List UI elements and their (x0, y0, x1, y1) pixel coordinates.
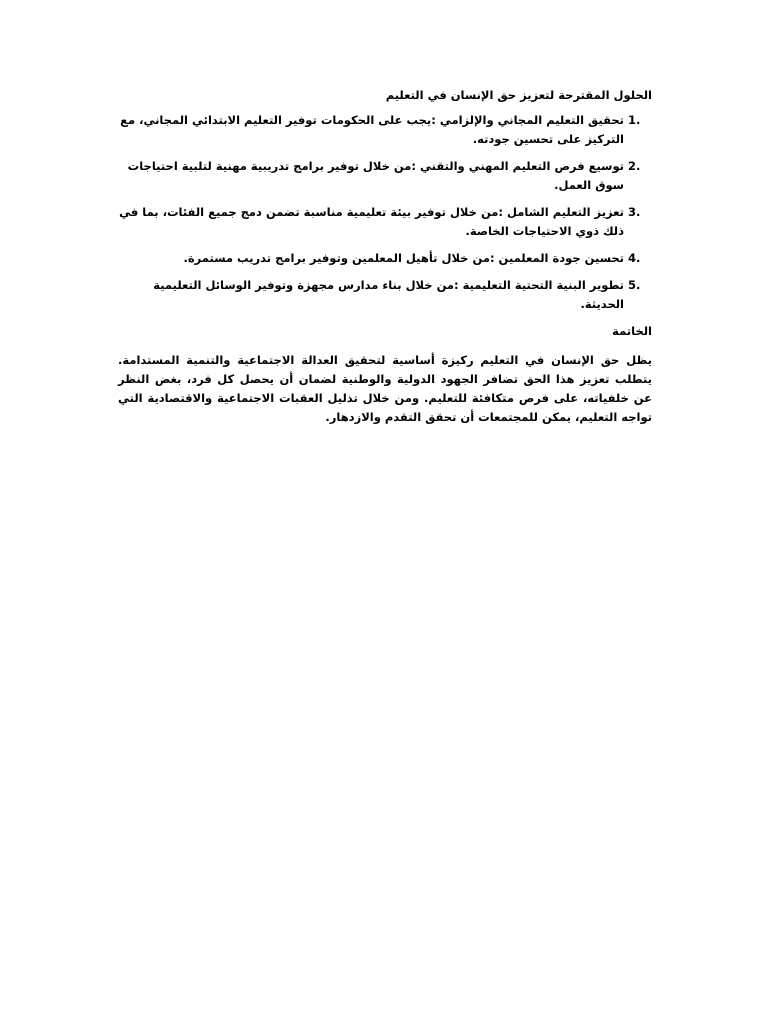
conclusion-paragraph: يظل حق الإنسان في التعليم ركيزة أساسية لتحقيق العدالة الاجتماعية والتنمية المستدامة. يتطلب تعزيز هذا الحق تضافر الجهود الدولية والوطنية لضمان أن يحصل كل فرد، بغض النظر عن خلفياته، على فرص متكافئة للتعليم. ومن خلال تذليل العقبات الاجتماعية والاقتصادية التي تواجه التعليم، يمكن للمجتمعات أن تحقق التقدم والازدهار. (118, 353, 652, 424)
list-item-text: توسيع فرص التعليم المهني والتقني :من خلال توفير برامج تدريبية مهنية لتلبية احتياجات سوق العمل. (127, 159, 624, 192)
document-content (118, 86, 652, 427)
list-item-text: تطوير البنية التحتية التعليمية :من خلال بناء مدارس مجهزة وتوفير الوسائل التعليمية الحديثة. (153, 278, 624, 311)
list-item (118, 203, 652, 241)
list-item-text: تحسين جودة المعلمين :من خلال تأهيل المعلمين وتوفير برامج تدريب مستمرة. (183, 251, 624, 265)
list-item-text: تعزيز التعليم الشامل :من خلال توفير بيئة تعليمية مناسبة تضمن دمج جميع الفئات، بما في ذلك ذوي الاحتياجات الخاصة. (119, 205, 624, 238)
section-heading: الحلول المقترحة لتعزيز حق الإنسان في التعليم (385, 88, 652, 102)
list-item (118, 276, 652, 314)
solutions-list (118, 111, 652, 314)
list-item-number: 1. (628, 113, 641, 127)
list-item (118, 111, 652, 149)
list-item-number: 2. (628, 159, 641, 173)
list-item-text: تحقيق التعليم المجاني والإلزامي :يجب على الحكومات توفير التعليم الابتدائي المجاني، مع التركيز على تحسين جودته. (120, 113, 624, 146)
list-item-number: 3. (628, 205, 641, 219)
list-item (118, 249, 652, 268)
list-item-number: 5. (628, 278, 641, 292)
list-item-number: 4. (628, 251, 641, 265)
list-item (118, 157, 652, 195)
conclusion-heading: الخاتمة (612, 324, 652, 338)
